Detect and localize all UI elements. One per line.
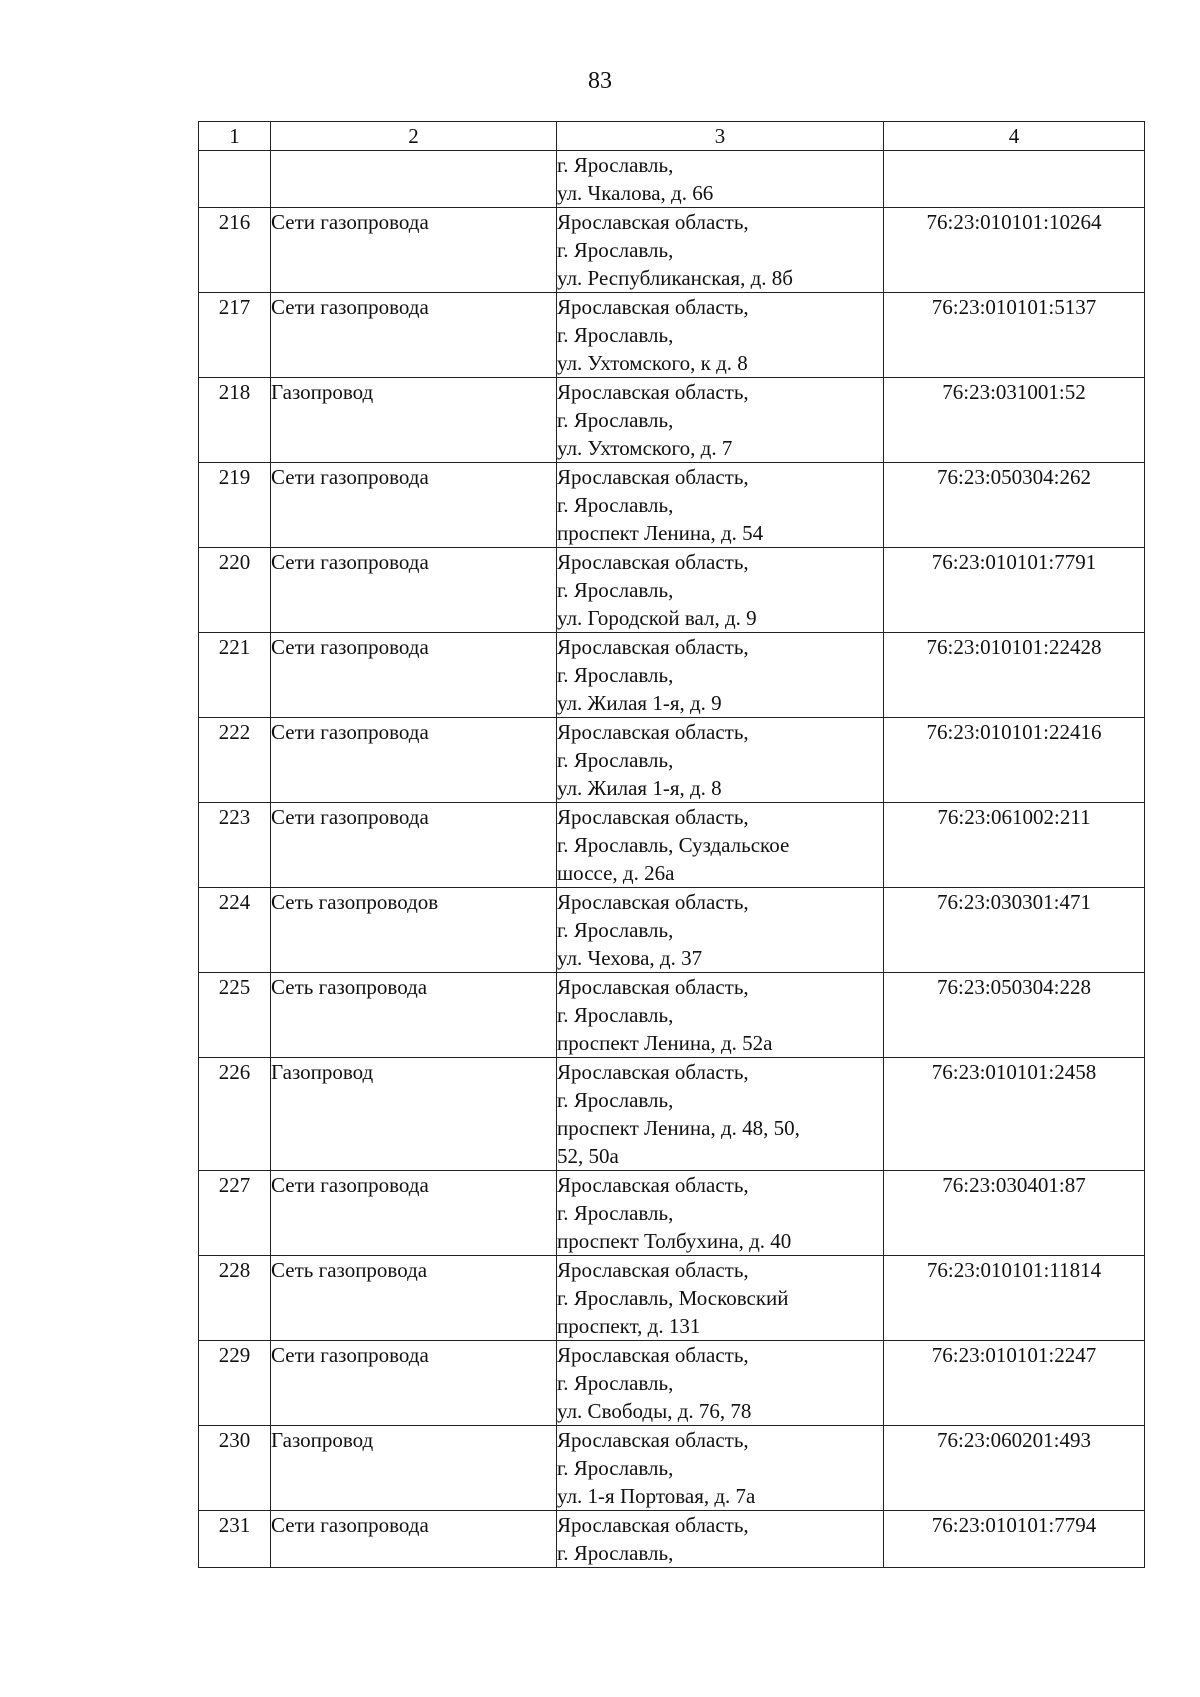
- object-name: [271, 151, 557, 208]
- object-address: [557, 548, 884, 633]
- address-line: Ярославская область,: [557, 635, 749, 659]
- cadastral-number: 76:23:010101:7791: [884, 548, 1145, 633]
- table-row: [199, 1171, 1145, 1256]
- cadastral-number: 76:23:010101:10264: [884, 208, 1145, 293]
- row-number: 220: [199, 548, 271, 633]
- address-line: ул. Жилая 1-я, д. 9: [557, 691, 722, 715]
- object-name: Сети газопровода: [271, 463, 557, 548]
- address-line: г. Ярославль,: [557, 1371, 674, 1395]
- address-line: Ярославская область,: [557, 1060, 749, 1084]
- row-number: 224: [199, 888, 271, 973]
- table-row: [199, 463, 1145, 548]
- table-row: [199, 1256, 1145, 1341]
- row-number: 216: [199, 208, 271, 293]
- cadastral-number: 76:23:050304:262: [884, 463, 1145, 548]
- row-number: 228: [199, 1256, 271, 1341]
- table-row: [199, 973, 1145, 1058]
- address-line: г. Ярославль,: [557, 1088, 674, 1112]
- object-address: [557, 1426, 884, 1511]
- address-line: ул. Республиканская, д. 8б: [557, 266, 793, 290]
- address-line: г. Ярославль,: [557, 1541, 674, 1565]
- object-name: Сети газопровода: [271, 1511, 557, 1568]
- address-line: Ярославская область,: [557, 1428, 749, 1452]
- object-address: [557, 208, 884, 293]
- object-address: [557, 973, 884, 1058]
- address-line: г. Ярославль,: [557, 1456, 674, 1480]
- object-address: [557, 1171, 884, 1256]
- address-line: г. Ярославль,: [557, 238, 674, 262]
- address-line: Ярославская область,: [557, 550, 749, 574]
- table-row: [199, 1511, 1145, 1568]
- table-row: [199, 888, 1145, 973]
- table-row: [199, 1058, 1145, 1171]
- table-body: [199, 151, 1145, 1568]
- object-address: [557, 293, 884, 378]
- row-number: 219: [199, 463, 271, 548]
- object-name: Сети газопровода: [271, 1341, 557, 1426]
- address-line: проспект, д. 131: [557, 1314, 701, 1338]
- cadastral-number: 76:23:010101:22428: [884, 633, 1145, 718]
- row-number: 218: [199, 378, 271, 463]
- row-number: 222: [199, 718, 271, 803]
- address-line: 52, 50а: [557, 1144, 619, 1168]
- row-number: [199, 151, 271, 208]
- object-address: [557, 633, 884, 718]
- row-number: 223: [199, 803, 271, 888]
- cadastral-number: 76:23:031001:52: [884, 378, 1145, 463]
- object-name: Газопровод: [271, 1426, 557, 1511]
- address-line: г. Ярославль, Суздальское: [557, 833, 790, 857]
- table-header-row: [199, 122, 1145, 151]
- address-line: проспект Ленина, д. 54: [557, 521, 764, 545]
- address-line: г. Ярославль,: [557, 1003, 674, 1027]
- address-line: Ярославская область,: [557, 380, 749, 404]
- address-line: Ярославская область,: [557, 975, 749, 999]
- address-line: ул. Ухтомского, д. 7: [557, 436, 733, 460]
- address-line: Ярославская область,: [557, 720, 749, 744]
- object-name: Сети газопровода: [271, 1171, 557, 1256]
- address-line: Ярославская область,: [557, 890, 749, 914]
- table-row: [199, 1426, 1145, 1511]
- object-name: Сети газопровода: [271, 718, 557, 803]
- cadastral-number: 76:23:010101:22416: [884, 718, 1145, 803]
- address-line: г. Ярославль,: [557, 1201, 674, 1225]
- object-address: [557, 1511, 884, 1568]
- cadastral-number: 76:23:060201:493: [884, 1426, 1145, 1511]
- object-name: Газопровод: [271, 378, 557, 463]
- table-row: [199, 1341, 1145, 1426]
- page-number: 83: [588, 68, 612, 94]
- address-line: проспект Толбухина, д. 40: [557, 1229, 792, 1253]
- address-line: г. Ярославль,: [557, 578, 674, 602]
- cadastral-number: 76:23:030401:87: [884, 1171, 1145, 1256]
- cadastral-number: 76:23:010101:5137: [884, 293, 1145, 378]
- object-name: Сеть газопровода: [271, 973, 557, 1058]
- cadastral-number: 76:23:030301:471: [884, 888, 1145, 973]
- object-name: Сеть газопровода: [271, 1256, 557, 1341]
- address-line: Ярославская область,: [557, 210, 749, 234]
- object-address: [557, 1058, 884, 1171]
- object-name: Сети газопровода: [271, 293, 557, 378]
- address-line: г. Ярославль,: [557, 153, 674, 177]
- object-name: Сети газопровода: [271, 548, 557, 633]
- object-address: [557, 803, 884, 888]
- address-line: ул. Свободы, д. 76, 78: [557, 1399, 752, 1423]
- table-row: [199, 548, 1145, 633]
- column-header-4: 4: [884, 122, 1145, 151]
- address-line: г. Ярославль,: [557, 323, 674, 347]
- object-name: Сети газопровода: [271, 633, 557, 718]
- object-address: [557, 888, 884, 973]
- row-number: 225: [199, 973, 271, 1058]
- address-line: ул. Жилая 1-я, д. 8: [557, 776, 722, 800]
- address-line: Ярославская область,: [557, 1173, 749, 1197]
- cadastral-number: 76:23:010101:2458: [884, 1058, 1145, 1171]
- address-line: ул. Городской вал, д. 9: [557, 606, 757, 630]
- row-number: 226: [199, 1058, 271, 1171]
- row-number: 231: [199, 1511, 271, 1568]
- column-header-1: 1: [199, 122, 271, 151]
- address-line: ул. Чкалова, д. 66: [557, 181, 714, 205]
- address-line: проспект Ленина, д. 52а: [557, 1031, 773, 1055]
- table-row: [199, 293, 1145, 378]
- address-line: ул. Чехова, д. 37: [557, 946, 703, 970]
- cadastral-number: 76:23:050304:228: [884, 973, 1145, 1058]
- table-row: [199, 718, 1145, 803]
- table-row: [199, 151, 1145, 208]
- column-header-2: 2: [271, 122, 557, 151]
- object-name: Газопровод: [271, 1058, 557, 1171]
- address-line: шоссе, д. 26а: [557, 861, 675, 885]
- address-line: Ярославская область,: [557, 465, 749, 489]
- address-line: ул. 1-я Портовая, д. 7а: [557, 1484, 756, 1508]
- address-line: г. Ярославль,: [557, 663, 674, 687]
- row-number: 230: [199, 1426, 271, 1511]
- cadastral-number: 76:23:010101:2247: [884, 1341, 1145, 1426]
- address-line: г. Ярославль,: [557, 408, 674, 432]
- property-registry-table: [198, 121, 1145, 1568]
- address-line: г. Ярославль, Московский: [557, 1286, 789, 1310]
- object-address: [557, 378, 884, 463]
- cadastral-number: 76:23:061002:211: [884, 803, 1145, 888]
- address-line: г. Ярославль,: [557, 918, 674, 942]
- row-number: 227: [199, 1171, 271, 1256]
- address-line: проспект Ленина, д. 48, 50,: [557, 1116, 800, 1140]
- address-line: г. Ярославль,: [557, 493, 674, 517]
- table-row: [199, 803, 1145, 888]
- object-name: Сеть газопроводов: [271, 888, 557, 973]
- table-row: [199, 378, 1145, 463]
- address-line: Ярославская область,: [557, 805, 749, 829]
- address-line: Ярославская область,: [557, 1513, 749, 1537]
- address-line: Ярославская область,: [557, 1258, 749, 1282]
- row-number: 229: [199, 1341, 271, 1426]
- row-number: 217: [199, 293, 271, 378]
- object-address: [557, 718, 884, 803]
- object-address: [557, 463, 884, 548]
- column-header-3: 3: [557, 122, 884, 151]
- row-number: 221: [199, 633, 271, 718]
- address-line: г. Ярославль,: [557, 748, 674, 772]
- object-name: Сети газопровода: [271, 208, 557, 293]
- object-address: [557, 1341, 884, 1426]
- object-name: Сети газопровода: [271, 803, 557, 888]
- address-line: Ярославская область,: [557, 295, 749, 319]
- cadastral-number: [884, 151, 1145, 208]
- address-line: Ярославская область,: [557, 1343, 749, 1367]
- cadastral-number: 76:23:010101:7794: [884, 1511, 1145, 1568]
- table-row: [199, 633, 1145, 718]
- object-address: [557, 151, 884, 208]
- object-address: [557, 1256, 884, 1341]
- cadastral-number: 76:23:010101:11814: [884, 1256, 1145, 1341]
- table-row: [199, 208, 1145, 293]
- address-line: ул. Ухтомского, к д. 8: [557, 351, 748, 375]
